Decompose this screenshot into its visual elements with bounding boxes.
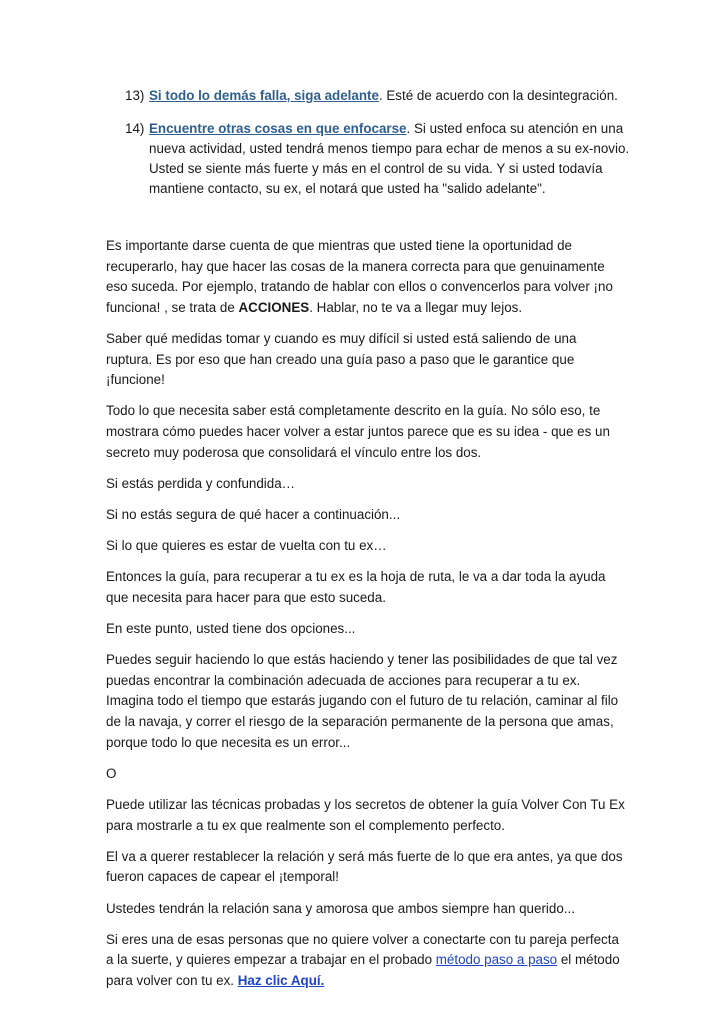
paragraph: Todo lo que necesita saber está completamente descrito en la guía. No sólo eso, te mostrara cómo puedes hacer volver a estar juntos parece que es su idea - que es un secreto muy poderosa que consolidará el vínculo entre los dos. <box>106 403 610 460</box>
list-item-number: 14) <box>125 121 145 136</box>
bold-text: ACCIONES <box>238 299 310 315</box>
paragraph: Puedes seguir haciendo lo que estás haciendo y tener las posibilidades de que tal vez puedas encontrar la combinación adecuada de acciones para recuperar a tu ex. Imagina todo el tiempo que estarás jugando con el futuro de tu relación, caminar al filo de la navaja, y correr el riesgo de la separación permanente de la persona que amas, porque todo lo que necesita es un error... <box>106 652 619 750</box>
paragraph: Puede utilizar las técnicas probadas y los secretos de obtener la guía Volver Con Tu Ex para mostrarle a tu ex que realmente son el complemento perfecto. <box>106 797 625 833</box>
paragraph-text: el método para volver con tu ex. <box>106 952 620 988</box>
paragraph: Ustedes tendrán la relación sana y amorosa que ambos siempre han querido... <box>106 900 575 916</box>
paragraph-text: Si eres una de esas personas que no quiere volver a conectarte con tu pareja perfecta a la suerte, y quieres empezar a trabajar en el probado <box>106 931 619 968</box>
paragraph: En este punto, usted tiene dos opciones... <box>106 621 356 637</box>
list-item-text: . Si usted enfoca su atención en una nueva actividad, usted tendrá menos tiempo para echar de menos a su ex-novio. Usted se siente más fuerte y más en el control de su vida. Y si usted todavía mantiene contacto, su ex, el notará que usted ha "salido adelante". <box>149 121 630 196</box>
haz-clic-aqui-link[interactable]: Haz clic Aquí. <box>237 972 325 988</box>
list-item-link-enfocarse[interactable]: Encuentre otras cosas en que enfocarse <box>149 121 407 136</box>
list-item-link-seguir-adelante[interactable]: Si todo lo demás falla, siga adelante <box>149 88 379 103</box>
paragraph: Entonces la guía, para recuperar a tu ex es la hoja de ruta, le va a dar toda la ayuda que necesita para hacer para que esto suceda. <box>106 569 606 605</box>
paragraph: Si no estás segura de qué hacer a continuación... <box>106 506 401 522</box>
numbered-list <box>125 86 645 212</box>
list-item <box>125 119 645 199</box>
body-text <box>106 236 626 1002</box>
paragraph: Saber qué medidas tomar y cuando es muy difícil si usted está saliendo de una ruptura. Es por eso que han creado una guía paso a paso que le garantice que ¡funcione! <box>106 330 577 388</box>
paragraph <box>106 930 626 992</box>
list-item <box>125 86 645 106</box>
paragraph: El va a querer restablecer la relación y será más fuerte de lo que era antes, ya que dos fueron capaces de capear el ¡temporal! <box>106 848 623 885</box>
paragraph <box>106 236 626 318</box>
paragraph: Si lo que quieres es estar de vuelta con tu ex… <box>106 538 387 554</box>
paragraph: Si estás perdida y confundida… <box>106 475 296 491</box>
paragraph: O <box>106 765 117 781</box>
paragraph-text: Es importante darse cuenta de que mientras que usted tiene la oportunidad de recuperarlo, hay que hacer las cosas de la manera correcta para que genuinamente eso suceda. Por ejemplo, tratando de hablar con ellos o convencerlos para volver ¡no funciona! , se trata de <box>106 238 613 315</box>
metodo-paso-a-paso-link[interactable]: método paso a paso <box>435 952 558 968</box>
paragraph-text: . Hablar, no te va a llegar muy lejos. <box>309 299 523 315</box>
list-item-number: 13) <box>125 88 145 103</box>
list-item-text: . Esté de acuerdo con la desintegración. <box>378 88 618 103</box>
